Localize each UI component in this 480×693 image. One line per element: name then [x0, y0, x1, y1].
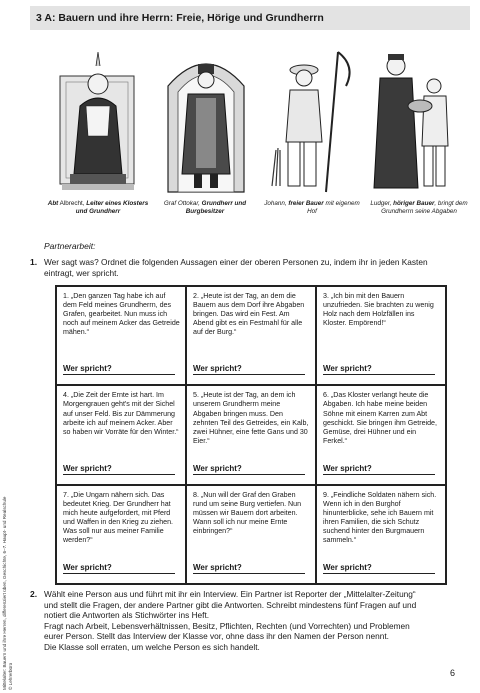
quote-text: 5. „Heute ist der Tag, an dem ich unserem Grundherrn meine Abgaben bringen muss. Den zehnten Teil des Getreides, ein Kalb, zwei Hühner, eine fette Gans und 30 Eier.“ [193, 391, 309, 445]
quote-text: 2. „Heute ist der Tag, an dem die Bauern aus dem Dorf ihre Abgaben bringen. Das wird ein Fest. Am Abend gibt es ein Festmahl für alle auf der Burg.“ [193, 292, 305, 337]
quote-box-4 [56, 385, 186, 484]
who-speaks-field[interactable]: Wer spricht? [193, 464, 305, 475]
who-speaks-field[interactable]: Wer spricht? [63, 364, 175, 375]
quote-text: 7. „Die Ungarn nähern sich. Das bedeutet Krieg. Der Grundherr hat mich heute aufgefordert, mit Pferd und Waffen in den Krieg zu ziehen. Was soll nur aus meiner Familie werden?“ [63, 490, 174, 545]
free-farmer-illustration [266, 46, 358, 196]
task-1-text: Wer sagt was? Ordnet die folgenden Aussagen einer der oberen Personen zu, indem ihr in jeden Kasten eintragt, wer spricht. [44, 257, 428, 278]
who-speaks-field[interactable]: Wer spricht? [63, 563, 175, 574]
task-2-text: Wählt eine Person aus und führt mit ihr ein Interview. Ein Partner ist Reporter der „Mittelalter-Zeitung“ und stellt die Fragen, der andere Partner gibt die Antworten. Schreibt mindestens fünf Fragen auf und notiert die Antworten als Stichwörter ins Heft. Fragt nach Arbeit, Lebensverhältnissen, Besitz, Pflichten, Rechten (und Vorrechten) und Problemen eurer Person. Stellt das Interview der Klasse vor, ohne dass ihr den Namen der Person nennt. Die Klasse soll erraten, um welche Person es sich handelt. [44, 589, 417, 652]
quote-text: 4. „Die Zeit der Ernte ist hart. Im Morgengrauen geht's mit der Sichel auf unser Feld. Bis zur Dämmerung arbeite ich auf meinem Acker. Aber so haben wir Vorräte für den Winter.“ [63, 391, 179, 436]
who-speaks-field[interactable]: Wer spricht? [323, 464, 435, 475]
partner-work-label: Partnerarbeit: [44, 241, 96, 251]
quote-text: 1. „Den ganzen Tag habe ich auf dem Feld meines Grundherrn, des Grafen, gearbeitet. Nun muss ich noch auf meinem Acker das Getreide mähen.“ [63, 292, 180, 337]
abbot-illustration [52, 46, 144, 196]
task-2-number: 2. [30, 589, 38, 599]
copyright-side-note: Mittelalter: Bauern und ihre Herren, differenziert üben, Geschichte, 6–7. Haupt- und Realschule © Lehrerbüro [2, 496, 13, 690]
caption-serf: Ludger, höriger Bauer, bringt dem Grundherrn seine Abgaben [370, 200, 468, 215]
quote-box-7 [56, 485, 186, 584]
who-speaks-field[interactable]: Wer spricht? [323, 364, 435, 375]
quote-box-8 [186, 485, 316, 584]
caption-free-farmer: Johann, freier Bauer mit eigenem Hof [264, 200, 360, 215]
quote-box-2 [186, 286, 316, 385]
quote-text: 8. „Nun will der Graf den Graben rund um seine Burg vertiefen. Nun müssen wir Bauern dort arbeiten. Wann soll ich nur meine Ernte einbringen?“ [193, 490, 302, 536]
quote-box-3 [316, 286, 446, 385]
quote-box-6 [316, 385, 446, 484]
serf-illustration [368, 46, 460, 196]
section-title: 3 A: Bauern und ihre Herrn: Freie, Hörige und Grundherrn [36, 12, 324, 24]
quote-text: 3. „Ich bin mit den Bauern unzufrieden. Sie brachten zu wenig Holz nach dem Holzfällen ins Kloster. Empörend!“ [323, 292, 434, 328]
caption-abbot: Abt Albrecht, Leiter eines Klosters und Grundherr [47, 200, 149, 215]
quote-grid [55, 285, 447, 585]
caption-count: Graf Ottokar, Grundherr und Burgbesitzer [163, 200, 247, 215]
section-header [30, 6, 470, 30]
quote-text: 9. „Feindliche Soldaten nähern sich. Wenn ich in den Burghof hinunterblicke, sehe ich Bauern mit ihren Familien, die sich Schutz suchend hinter den Burgmauern sammeln.“ [323, 490, 437, 545]
quote-box-9 [316, 485, 446, 584]
who-speaks-field[interactable]: Wer spricht? [63, 464, 175, 475]
quote-box-5 [186, 385, 316, 484]
who-speaks-field[interactable]: Wer spricht? [193, 364, 305, 375]
who-speaks-field[interactable]: Wer spricht? [323, 563, 435, 574]
who-speaks-field[interactable]: Wer spricht? [193, 563, 305, 574]
count-illustration [160, 46, 252, 196]
quote-text: 6. „Das Kloster verlangt heute die Abgaben. Ich habe meine beiden Söhne mit einem Karren zum Abt geschickt. Sie bringen ihm Getreide, Gemüse, drei Hühner und ein Ferkel.“ [323, 391, 437, 445]
page-number: 6 [450, 668, 456, 678]
task-1-number: 1. [30, 257, 38, 267]
quote-box-1 [56, 286, 186, 385]
